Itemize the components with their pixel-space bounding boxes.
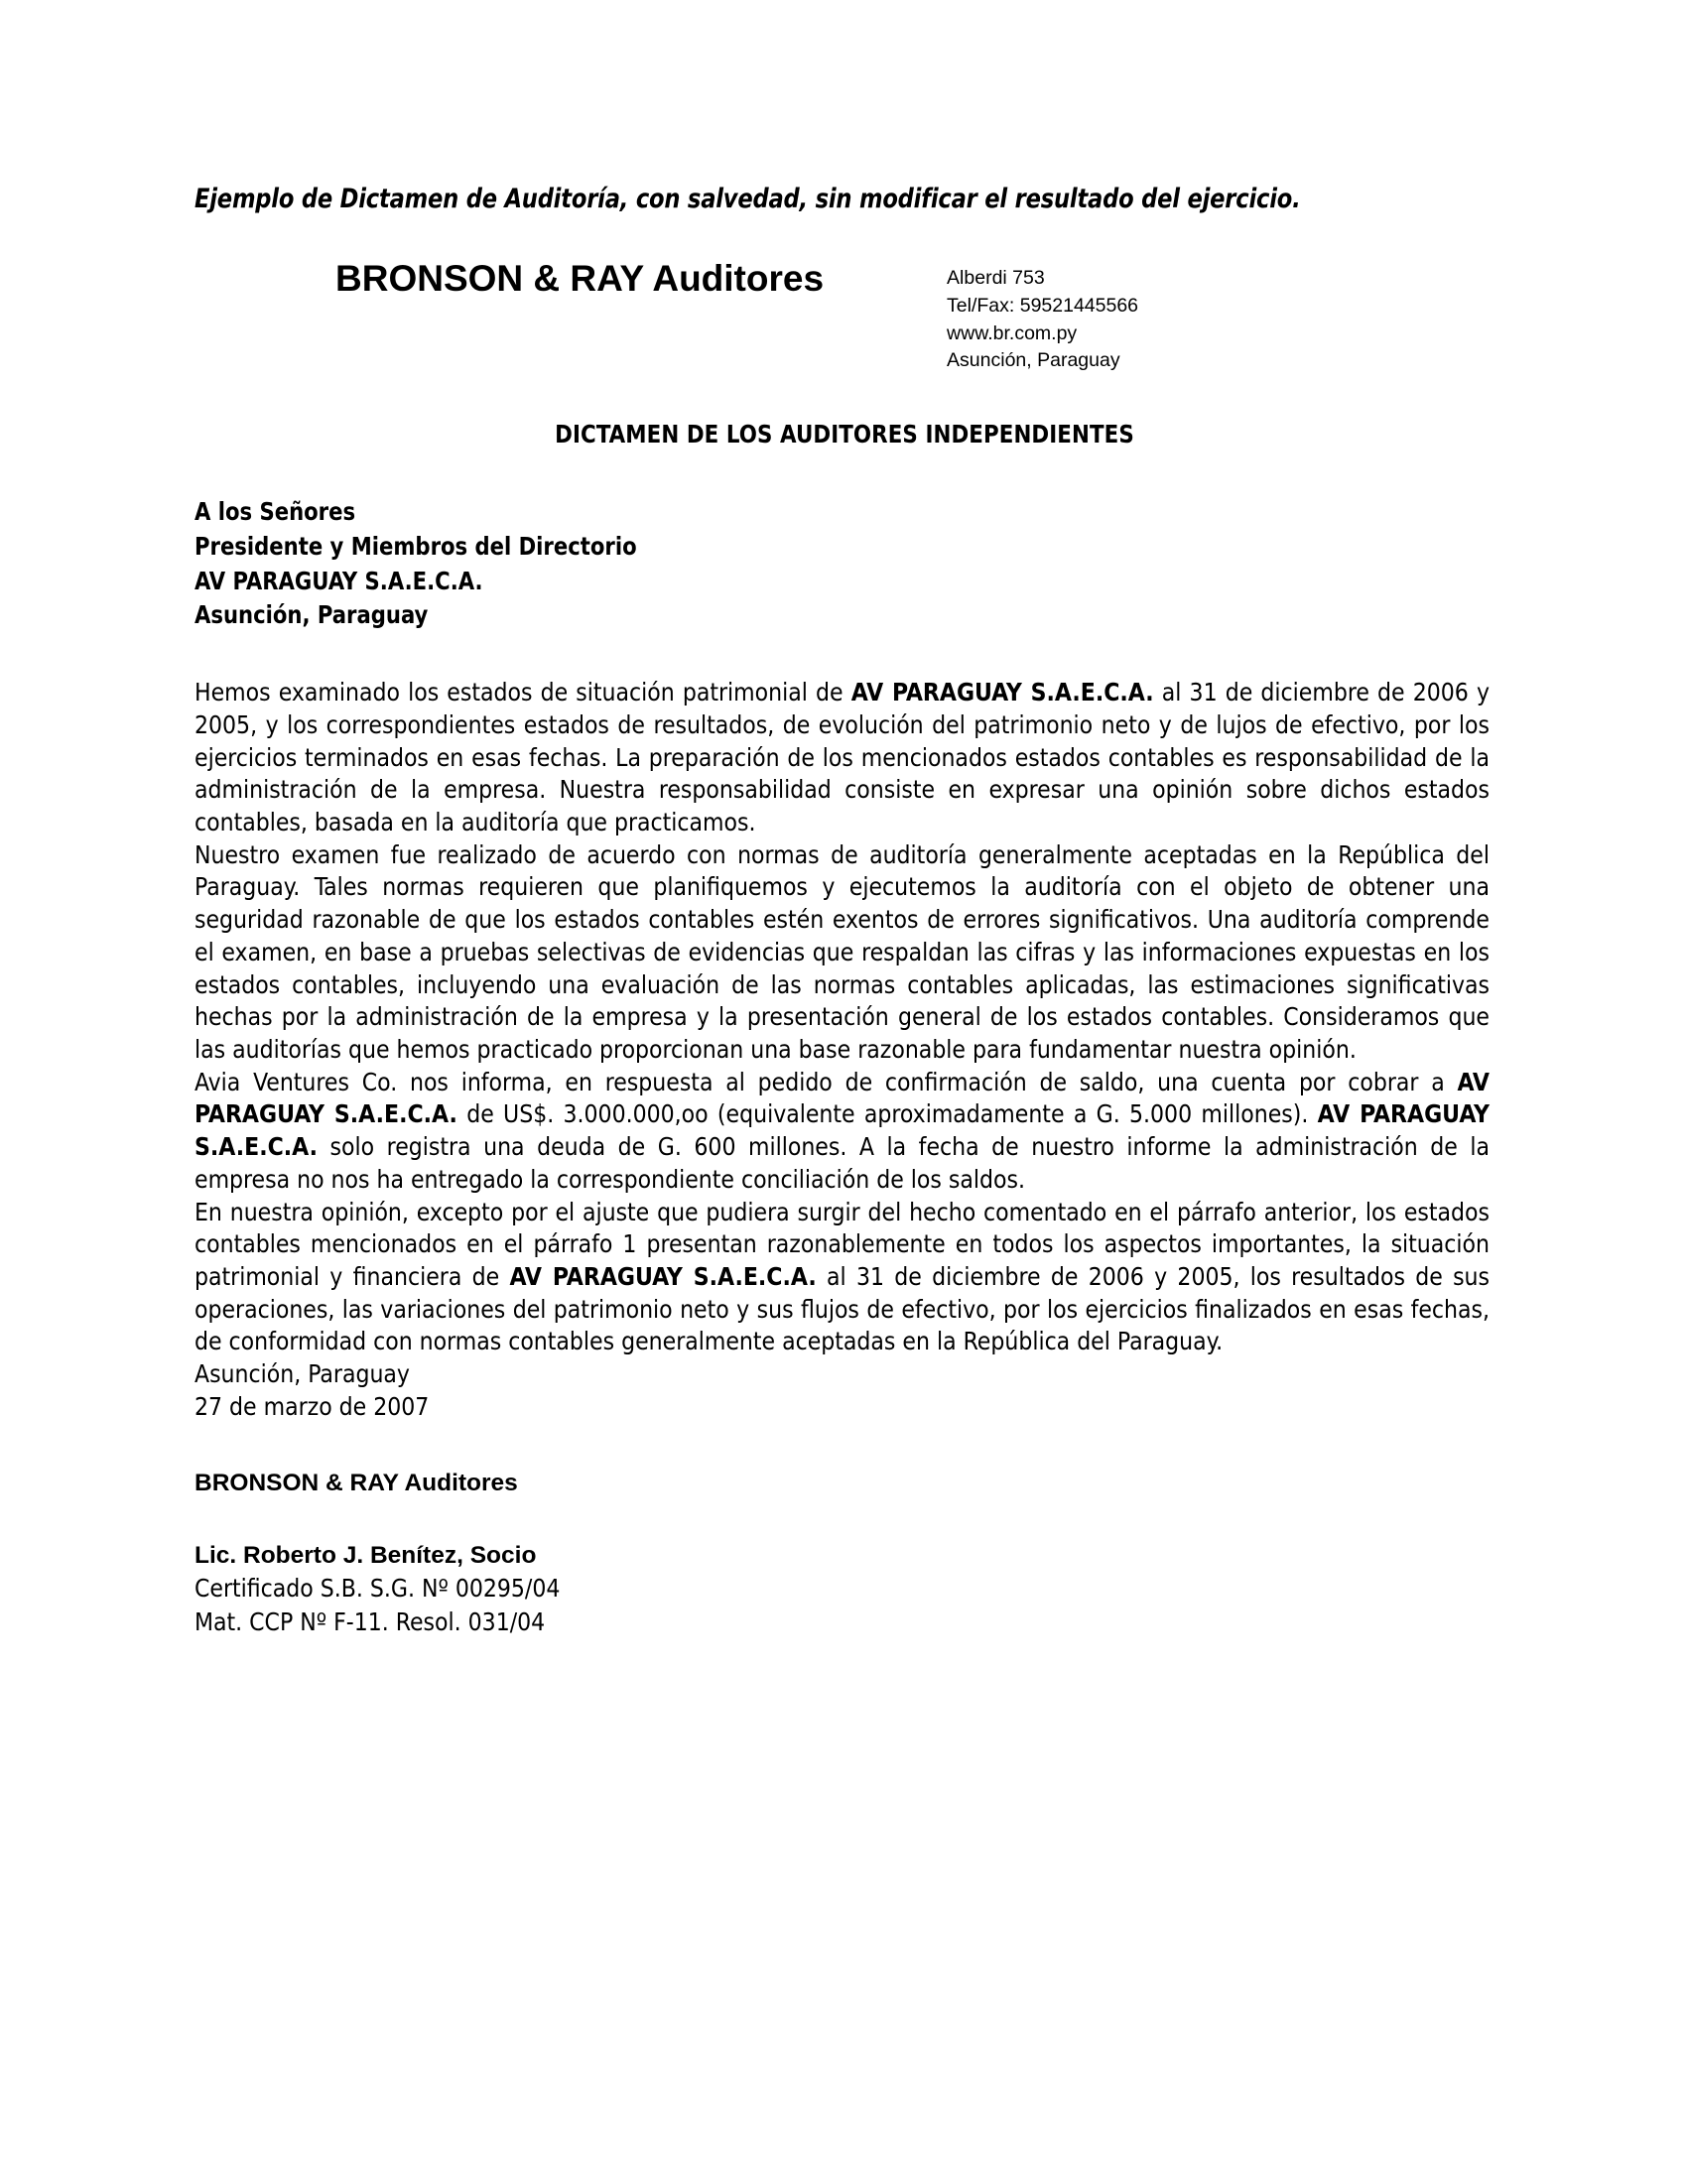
company-name-mention: AV PARAGUAY S.A.E.C.A.	[195, 1099, 1490, 1162]
addressee-line-2: Presidente y Miembros del Directorio	[195, 531, 637, 561]
company-name-mention: AV PARAGUAY S.A.E.C.A.	[195, 1067, 1490, 1129]
closing-block	[195, 1358, 1494, 1423]
addressee-line-4: Asunción, Paraguay	[195, 600, 429, 630]
paragraph-3-text-b: de US$. 3.000.000,oo (equivalente aproximadamente a G. 5.000 millones).	[456, 1099, 1318, 1129]
page-title: Ejemplo de Dictamen de Auditoría, con salvedad, sin modificar el resultado del ejercicio.	[195, 184, 1301, 214]
paragraph-opinion	[195, 1197, 1490, 1359]
address-website: www.br.com.py	[947, 321, 1078, 344]
signature-registration: Mat. CCP Nº F-11. Resol. 031/04	[195, 1606, 546, 1636]
paragraph-4-text-b: al 31 de diciembre de 2006 y 2005, los resultados de sus operaciones, las variaciones del patrimonio neto y sus flujos de efectivo, por los ejercicios finalizados en esas fechas, de conformidad con normas contables generalmente aceptadas en la República del Paraguay.	[195, 1261, 1491, 1356]
addressee-line-1: A los Señores	[195, 497, 356, 527]
addressee-block	[195, 495, 1443, 633]
paragraph-standards: Nuestro examen fue realizado de acuerdo con normas de auditoría generalmente aceptadas en la República del Paraguay. Tales normas requieren que planifiquemos y ejecutemos la auditoría con el objeto de obtener una seguridad razonable de que los estados contables estén exentos de errores significativos. Una auditoría comprende el examen, en base a pruebas selectivas de evidencias que respaldan las cifras y las informaciones expuestas en los estados contables, incluyendo una evaluación de las normas contables aplicadas, las estimaciones significativas hechas por la administración de la empresa y la presentación general de los estados contables. Consideramos que las auditorías que hemos practicado proporcionan una base razonable para fundamentar nuestra opinión.	[195, 839, 1490, 1064]
paragraph-1-text-a: Hemos examinado los estados de situación patrimonial de	[195, 678, 851, 707]
signature-partner-name: Lic. Roberto J. Benítez, Socio	[195, 1542, 537, 1570]
body-copy	[195, 677, 1490, 1358]
addressee-line-3: AV PARAGUAY S.A.E.C.A.	[195, 566, 483, 595]
address-block	[947, 265, 1138, 375]
paragraph-3-text-c: solo registra una deuda de G. 600 millones. A la fecha de nuestro informe la administración de la empresa no nos ha entregado la correspondiente conciliación de los saldos.	[195, 1132, 1490, 1194]
address-phone: Tel/Fax: 59521445566	[947, 295, 1139, 318]
address-street: Alberdi 753	[947, 267, 1045, 290]
letterhead	[195, 259, 1494, 375]
firm-name: BRONSON & RAY Auditores	[335, 258, 825, 300]
company-name-mention: AV PARAGUAY S.A.E.C.A.	[850, 678, 1154, 707]
company-name-mention: AV PARAGUAY S.A.E.C.A.	[509, 1261, 817, 1291]
section-heading: DICTAMEN DE LOS AUDITORES INDEPENDIENTES	[555, 420, 1134, 450]
paragraph-3-text-a: Avia Ventures Co. nos informa, en respuesta al pedido de confirmación de saldo, una cuenta por cobrar a	[195, 1067, 1458, 1096]
signature-certificate: Certificado S.B. S.G. Nº 00295/04	[195, 1574, 561, 1604]
paragraph-4-text-a: En nuestra opinión, excepto por el ajuste que pudiera surgir del hecho comentado en el párrafo anterior, los estados contables mencionados en el párrafo 1 presentan razonablemente en todos los aspectos importantes, la situación patrimonial y financiera de	[195, 1197, 1490, 1291]
document-sheet	[195, 0, 1494, 1638]
address-city: Asunción, Paraguay	[947, 349, 1120, 372]
closing-date: 27 de marzo de 2007	[195, 1391, 430, 1421]
paragraph-scope	[195, 677, 1490, 839]
paragraph-1-text-b: al 31 de diciembre de 2006 y 2005, y los correspondientes estados de resultados, de evolución del patrimonio neto y de lujos de efectivo, por los ejercicios terminados en esas fechas. La preparación de los mencionados estados contables es responsabilidad de la administración de la empresa. Nuestra responsabilidad consiste en expresar una opinión sobre dichos estados contables, basada en la auditoría que practicamos.	[195, 678, 1490, 837]
paragraph-qualification	[195, 1067, 1490, 1197]
signature-firm-name: BRONSON & RAY Auditores	[195, 1470, 518, 1497]
closing-place: Asunción, Paraguay	[195, 1359, 410, 1389]
